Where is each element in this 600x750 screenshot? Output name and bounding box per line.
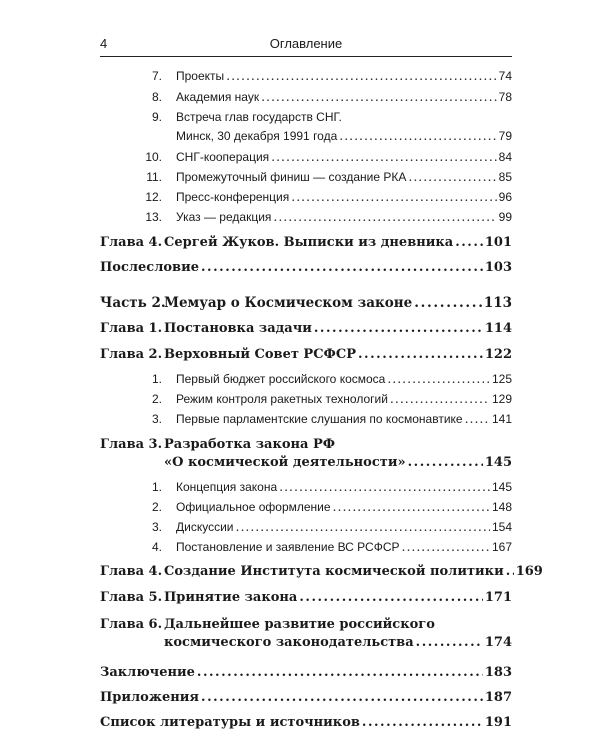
dot-leader	[408, 169, 496, 184]
toc-entry-sub-9	[100, 110, 512, 144]
dot-leader	[358, 347, 483, 362]
running-title: Оглавление	[269, 36, 343, 51]
entry-title: Список литературы и источников	[100, 715, 360, 730]
toc-entry-ch3-sub-1	[100, 479, 512, 495]
toc-entry-part-2	[100, 296, 512, 311]
entry-page: 183	[484, 665, 512, 680]
entry-number: 7.	[151, 69, 162, 83]
entry-page: 85	[498, 170, 512, 184]
entry-page: 145	[484, 455, 512, 470]
dot-leader	[291, 189, 496, 204]
entry-number: 12.	[145, 190, 162, 204]
entry-title: Мемуар о Космическом законе	[164, 295, 413, 311]
entry-page: 125	[491, 372, 512, 386]
dot-leader	[299, 590, 483, 605]
toc-entry-ch2-sub-1	[100, 371, 512, 387]
entry-page: 167	[491, 540, 512, 554]
dot-leader	[416, 635, 483, 650]
toc-entry-sub-11	[100, 169, 512, 185]
toc-entry-ch3-sub-3	[100, 519, 512, 535]
entry-page: 84	[498, 150, 512, 164]
chapter-label: Глава 4.	[100, 564, 163, 579]
chapter-label: Глава 2.	[100, 347, 163, 362]
entry-title: Дальнейшее развитие российского	[164, 617, 435, 632]
entry-title: Первый бюджет российского космоса	[176, 372, 386, 386]
dot-leader	[236, 519, 490, 534]
entry-page: 129	[491, 392, 512, 406]
entry-title: Академия наук	[176, 90, 260, 104]
entry-number: 11.	[146, 170, 162, 184]
toc-entry-sub-13	[100, 209, 512, 225]
entry-page: 78	[498, 90, 512, 104]
toc-entry-chapter-3	[100, 437, 512, 470]
entry-title: Принятие закона	[164, 590, 298, 605]
entry-title: СНГ-кооперация	[176, 150, 270, 164]
dot-leader	[271, 149, 496, 164]
toc-entry-ch3-sub-2	[100, 499, 512, 515]
toc-entry-ch2-sub-3	[100, 411, 512, 427]
dot-leader	[402, 539, 490, 554]
entry-page: 79	[498, 129, 512, 143]
toc-entry-sub-10	[100, 149, 512, 165]
part-label: Часть 2.	[100, 295, 166, 311]
dot-leader	[333, 499, 490, 514]
entry-title: Промежуточный финиш — создание РКА	[176, 170, 407, 184]
dot-leader	[339, 128, 496, 143]
dot-leader	[414, 296, 482, 311]
entry-page: 101	[484, 235, 512, 250]
entry-title: Постановление и заявление ВС РСФСР	[176, 540, 400, 554]
dot-leader	[273, 209, 496, 224]
toc-entry-chapter-4-institute	[100, 564, 543, 579]
entry-title: Разработка закона РФ	[164, 437, 336, 452]
entry-number: 13.	[145, 210, 162, 224]
toc-entry-sub-12	[100, 189, 512, 205]
entry-number: 10.	[145, 150, 162, 164]
page-number: 4	[100, 36, 108, 51]
entry-page: 187	[484, 690, 512, 705]
dot-leader	[387, 371, 490, 386]
entry-title-line2: Минск, 30 декабря 1991 года	[176, 129, 338, 143]
chapter-label: Глава 3.	[100, 437, 163, 452]
entry-title: Приложения	[100, 690, 200, 705]
toc-entry-sub-8	[100, 89, 512, 105]
entry-title-line2: космического законодательства	[164, 635, 414, 650]
entry-number: 4.	[151, 540, 162, 554]
entry-title: Концепция закона	[176, 480, 278, 494]
entry-title: Пресс-конференция	[176, 190, 290, 204]
toc-entry-chapter-6	[100, 617, 512, 650]
entry-page: 99	[498, 210, 512, 224]
chapter-label: Глава 4.	[100, 235, 163, 250]
dot-leader	[362, 715, 483, 730]
dot-leader	[408, 455, 483, 470]
entry-page: 148	[491, 500, 512, 514]
entry-title: Первые парламентские слушания по космонавтике	[176, 412, 463, 426]
entry-title: Официальное оформление	[176, 500, 331, 514]
entry-page: 169	[515, 564, 543, 579]
toc-entry-chapter-5	[100, 590, 512, 605]
chapter-label: Глава 6.	[100, 617, 163, 632]
entry-page: 154	[491, 520, 512, 534]
toc-entry-afterword	[100, 260, 512, 275]
entry-title: Послесловие	[100, 260, 199, 275]
entry-title: Создание Института космической политики	[164, 564, 504, 579]
entry-page: 114	[484, 321, 512, 336]
chapter-label: Глава 1.	[100, 321, 163, 336]
entry-number: 2.	[151, 500, 162, 514]
entry-title: Верховный Совет РСФСР	[164, 347, 356, 362]
entry-number: 2.	[151, 392, 162, 406]
dot-leader	[261, 89, 497, 104]
entry-title: Режим контроля ракетных технологий	[176, 392, 388, 406]
entry-title: Проекты	[176, 69, 225, 83]
entry-number: 3.	[151, 520, 162, 534]
entry-page: 174	[484, 635, 512, 650]
entry-number: 9.	[151, 110, 162, 124]
dot-leader	[390, 391, 490, 406]
toc-entry-ch2-sub-2	[100, 391, 512, 407]
entry-page: 145	[491, 480, 512, 494]
entry-title: Дискуссии	[176, 520, 234, 534]
entry-title: Заключение	[100, 665, 195, 680]
entry-number: 1.	[151, 372, 162, 386]
dot-leader	[506, 564, 514, 579]
toc-entry-ch3-sub-4	[100, 539, 512, 555]
entry-page: 96	[498, 190, 512, 204]
toc-entry-chapter-2	[100, 347, 512, 362]
entry-page: 141	[491, 412, 512, 426]
entry-page: 113	[483, 295, 512, 311]
entry-title-line2: «О космической деятельности»	[164, 455, 406, 470]
entry-title: Постановка задачи	[164, 321, 312, 336]
dot-leader	[201, 690, 483, 705]
entry-page: 103	[484, 260, 512, 275]
entry-title: Указ — редакция	[176, 210, 272, 224]
entry-page: 74	[498, 69, 512, 83]
toc-entry-conclusion	[100, 665, 512, 680]
dot-leader	[197, 665, 483, 680]
chapter-label: Глава 5.	[100, 590, 163, 605]
entry-page: 191	[484, 715, 512, 730]
entry-page: 122	[484, 347, 512, 362]
entry-page: 171	[484, 590, 512, 605]
entry-number: 1.	[151, 480, 162, 494]
toc-entry-chapter-1	[100, 321, 512, 336]
toc-entry-sub-7	[100, 68, 512, 84]
entry-title: Встреча глав государств СНГ.	[176, 110, 342, 124]
toc-entry-chapter-4-diary	[100, 235, 512, 250]
entry-title: Сергей Жуков. Выписки из дневника	[164, 235, 454, 250]
dot-leader	[201, 260, 483, 275]
toc-entry-appendices	[100, 690, 512, 705]
dot-leader	[465, 411, 490, 426]
dot-leader	[226, 68, 496, 83]
entry-number: 3.	[151, 412, 162, 426]
dot-leader	[455, 235, 483, 250]
dot-leader	[314, 321, 483, 336]
entry-number: 8.	[151, 90, 162, 104]
toc-entry-references	[100, 715, 512, 730]
dot-leader	[279, 479, 490, 494]
